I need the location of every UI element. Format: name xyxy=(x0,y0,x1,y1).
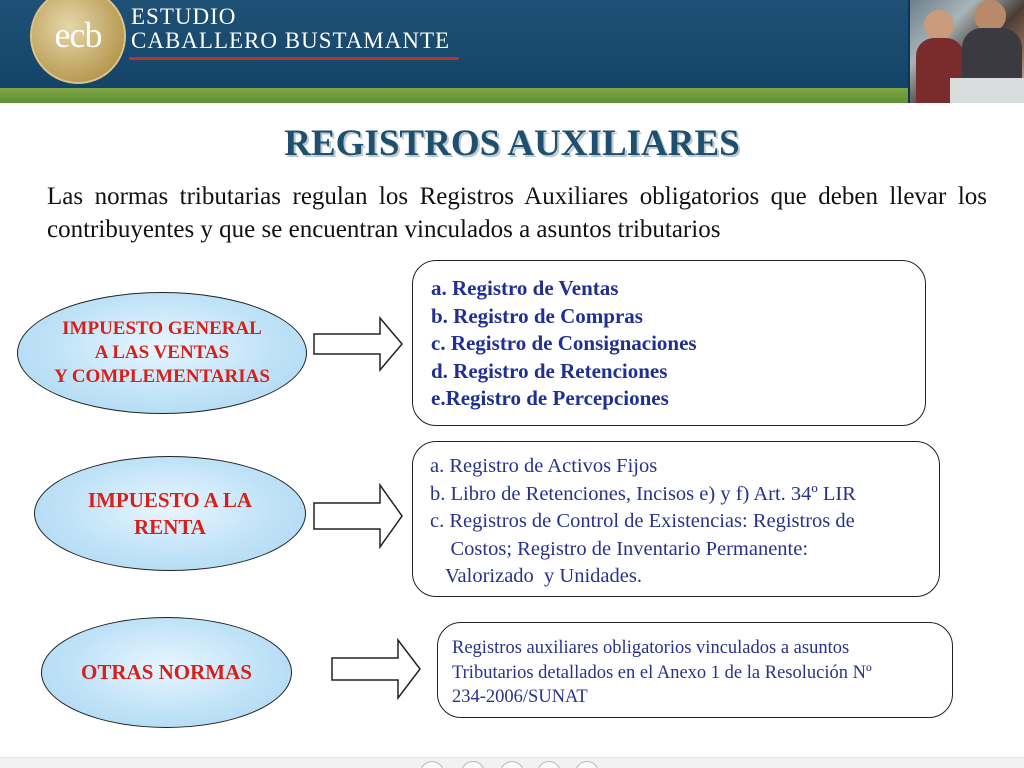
ellipse-otras-line: OTRAS NORMAS xyxy=(81,660,252,684)
ellipse-renta-line: RENTA xyxy=(134,514,206,539)
firm-name-line1: ESTUDIO xyxy=(131,4,237,29)
arrow-right-icon xyxy=(330,638,422,700)
intro-paragraph: Las normas tributarias regulan los Registros Auxiliares obligatorios que deben llevar los contribuyentes y que se encuentran vinculados a asuntos tributarios xyxy=(47,183,987,243)
box-otras-normas xyxy=(437,622,953,718)
list-item: c. Registros de Control de Existencias: Registros de xyxy=(430,510,855,532)
list-item: Tributarios detallados en el Anexo 1 de la Resolución Nº xyxy=(452,662,872,683)
list-item: Registros auxiliares obligatorios vinculados a asuntos xyxy=(452,638,850,658)
list-item: 234-2006/SUNAT xyxy=(452,687,588,707)
list-item: a. Registro de Activos Fijos xyxy=(430,455,658,477)
ellipse-igv xyxy=(17,292,307,414)
firm-name-line2: CABALLERO BUSTAMANTE xyxy=(131,28,451,53)
ellipse-renta xyxy=(34,456,306,571)
ellipse-renta-line: IMPUESTO A LA xyxy=(87,487,253,512)
list-item: b. Libro de Retenciones, Incisos e) y f) Art. 34º LIR xyxy=(430,482,856,505)
list-item: Valorizado y Unidades. xyxy=(430,565,642,587)
box-igv-registers xyxy=(412,260,926,426)
header-green-stripe xyxy=(0,88,1024,103)
ellipse-otras-normas xyxy=(41,617,292,728)
ellipse-igv-line: A LAS VENTAS xyxy=(94,342,230,363)
logo-text: ecb xyxy=(54,15,102,55)
ellipse-igv-line: IMPUESTO GENERAL xyxy=(62,318,262,339)
arrow-right-icon xyxy=(312,483,404,549)
page-title: REGISTROS AUXILIARES xyxy=(284,123,740,164)
list-item: b. Registro de Compras xyxy=(431,303,643,328)
list-item: a. Registro de Ventas xyxy=(431,276,619,300)
list-item: d. Registro de Retenciones xyxy=(431,358,668,383)
list-item: Costos; Registro de Inventario Permanente: xyxy=(430,537,809,560)
ellipse-igv-line: Y COMPLEMENTARIAS xyxy=(54,366,270,387)
arrow-right-icon xyxy=(312,316,404,372)
box-renta-registers xyxy=(412,441,940,597)
header-photo xyxy=(908,0,1024,103)
list-item: e.Registro de Percepciones xyxy=(431,386,669,410)
firm-underline xyxy=(129,57,459,60)
list-item: c. Registro de Consignaciones xyxy=(431,331,697,355)
